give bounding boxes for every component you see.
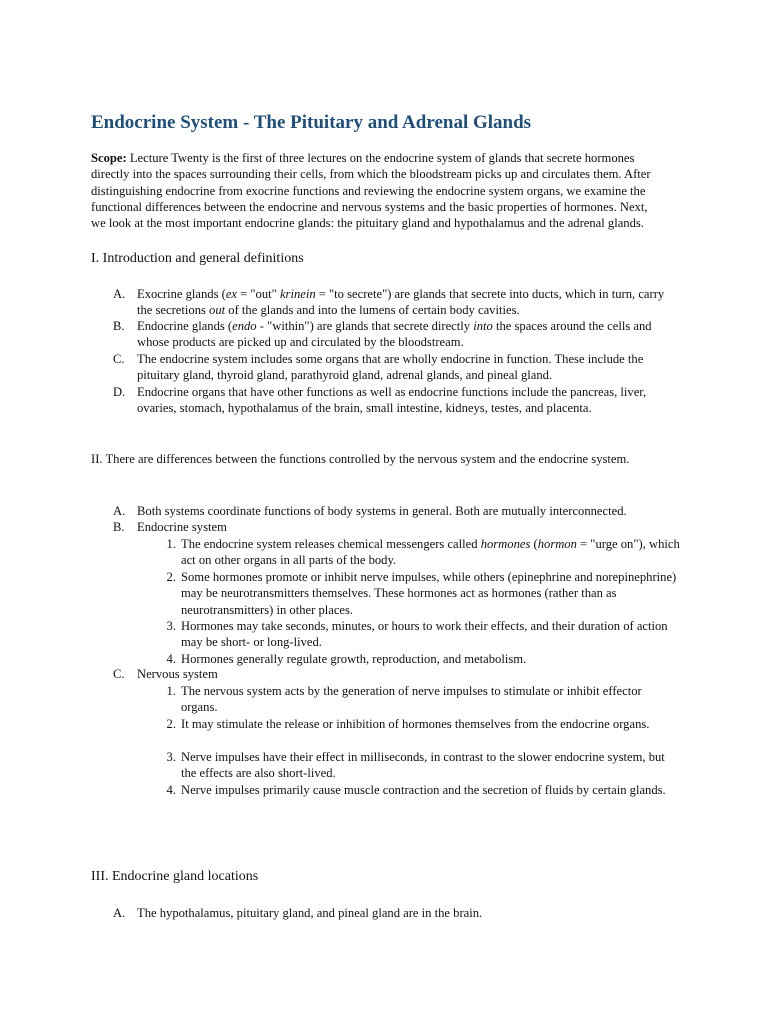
endocrine-item-3 (160, 618, 680, 651)
list-marker: 4. (166, 783, 176, 797)
section-2-item-a (113, 503, 678, 519)
list-item-text: Exocrine glands (ex = "out" krinein = "to secrete") are glands that secrete into ducts, which in turn, carry the secretions out of the glands and into the lumens of certain body cavities. (137, 287, 665, 318)
list-marker: A. (113, 287, 126, 301)
list-marker: A. (113, 504, 126, 518)
section-2-item-c (113, 666, 678, 682)
list-marker: B. (113, 520, 125, 534)
list-marker: 3. (166, 750, 176, 764)
list-marker: A. (113, 906, 126, 920)
endocrine-item-1 (160, 536, 680, 569)
section-1-item-b (113, 318, 678, 351)
section-1-item-d (113, 384, 678, 417)
list-item-text: It may stimulate the release or inhibition of hormones themselves from the endocrine organs. (181, 717, 650, 731)
list-marker: 2. (166, 717, 176, 731)
list-item-text: The endocrine system releases chemical messengers called hormones (hormon = "urge on"), which act on other organs in all parts of the body. (181, 537, 680, 568)
list-item-text: Endocrine glands (endo - "within") are glands that secrete directly into the spaces around the cells and whose products are picked up and circulated by the bloodstream. (137, 319, 652, 350)
nervous-item-4 (160, 782, 680, 798)
list-item-text: Hormones may take seconds, minutes, or hours to work their effects, and their duration of action may be short- or long-lived. (181, 619, 668, 650)
nervous-item-1 (160, 683, 680, 716)
list-marker: 3. (166, 619, 176, 633)
section-3-heading: III. Endocrine gland locations (91, 869, 259, 884)
list-item-text: Endocrine system (137, 520, 227, 534)
scope-label: Scope: (91, 151, 127, 165)
list-marker: 1. (166, 537, 176, 551)
scope-paragraph (91, 150, 661, 231)
list-item-text: Some hormones promote or inhibit nerve impulses, while others (epinephrine and norepinephrine) may be neurotransmitters themselves. These hormones act as hormones (rather than as neurotransmitters) in other places. (181, 570, 677, 617)
list-item-text: Both systems coordinate functions of body systems in general. Both are mutually interconnected. (137, 504, 627, 518)
section-3-item-a (113, 905, 678, 921)
list-item-text: Hormones generally regulate growth, reproduction, and metabolism. (181, 652, 527, 666)
list-marker: 4. (166, 652, 176, 666)
endocrine-item-2 (160, 569, 680, 618)
list-marker: B. (113, 319, 125, 333)
nervous-item-2 (160, 716, 680, 732)
list-marker: C. (113, 667, 125, 681)
list-marker: C. (113, 352, 125, 366)
list-item-text: Endocrine organs that have other functions as well as endocrine functions include the pancreas, liver, ovaries, stomach, hypothalamus of the brain, small intestine, kidneys, testes, and placenta. (137, 385, 647, 416)
list-marker: 2. (166, 570, 176, 584)
section-1-item-a (113, 286, 678, 319)
list-item-text: Nerve impulses have their effect in milliseconds, in contrast to the slower endocrine system, but the effects are also short-lived. (181, 750, 665, 781)
section-1-item-c (113, 351, 678, 384)
list-item-text: The nervous system acts by the generation of nerve impulses to stimulate or inhibit effector organs. (181, 684, 642, 715)
list-marker: D. (113, 385, 126, 399)
scope-text: Lecture Twenty is the first of three lectures on the endocrine system of glands that secrete hormones directly into the spaces surrounding their cells, from which the bloodstream picks up and circulates them. After distinguishing endocrine from exocrine functions and reviewing the endocrine system organs, we examine the functional differences between the endocrine and nervous systems and the basic properties of hormones. Next, we look at the most important endocrine glands: the pituitary gland and hypothalamus and the adrenal glands. (91, 151, 651, 231)
list-item-text: Nerve impulses primarily cause muscle contraction and the secretion of fluids by certain glands. (181, 783, 666, 797)
endocrine-item-4 (160, 651, 680, 667)
page-title: Endocrine System - The Pituitary and Adrenal Glands (91, 112, 532, 133)
section-2-item-b (113, 519, 678, 535)
section-2-heading: II. There are differences between the functions controlled by the nervous system and the endocrine system. (91, 452, 630, 466)
nervous-item-3 (160, 749, 680, 782)
list-item-text: The hypothalamus, pituitary gland, and pineal gland are in the brain. (137, 906, 483, 920)
list-item-text: Nervous system (137, 667, 218, 681)
list-item-text: The endocrine system includes some organs that are wholly endocrine in function. These include the pituitary gland, thyroid gland, parathyroid gland, adrenal glands, and pineal gland. (137, 352, 644, 383)
list-marker: 1. (166, 684, 176, 698)
section-1-heading: I. Introduction and general definitions (91, 251, 304, 266)
